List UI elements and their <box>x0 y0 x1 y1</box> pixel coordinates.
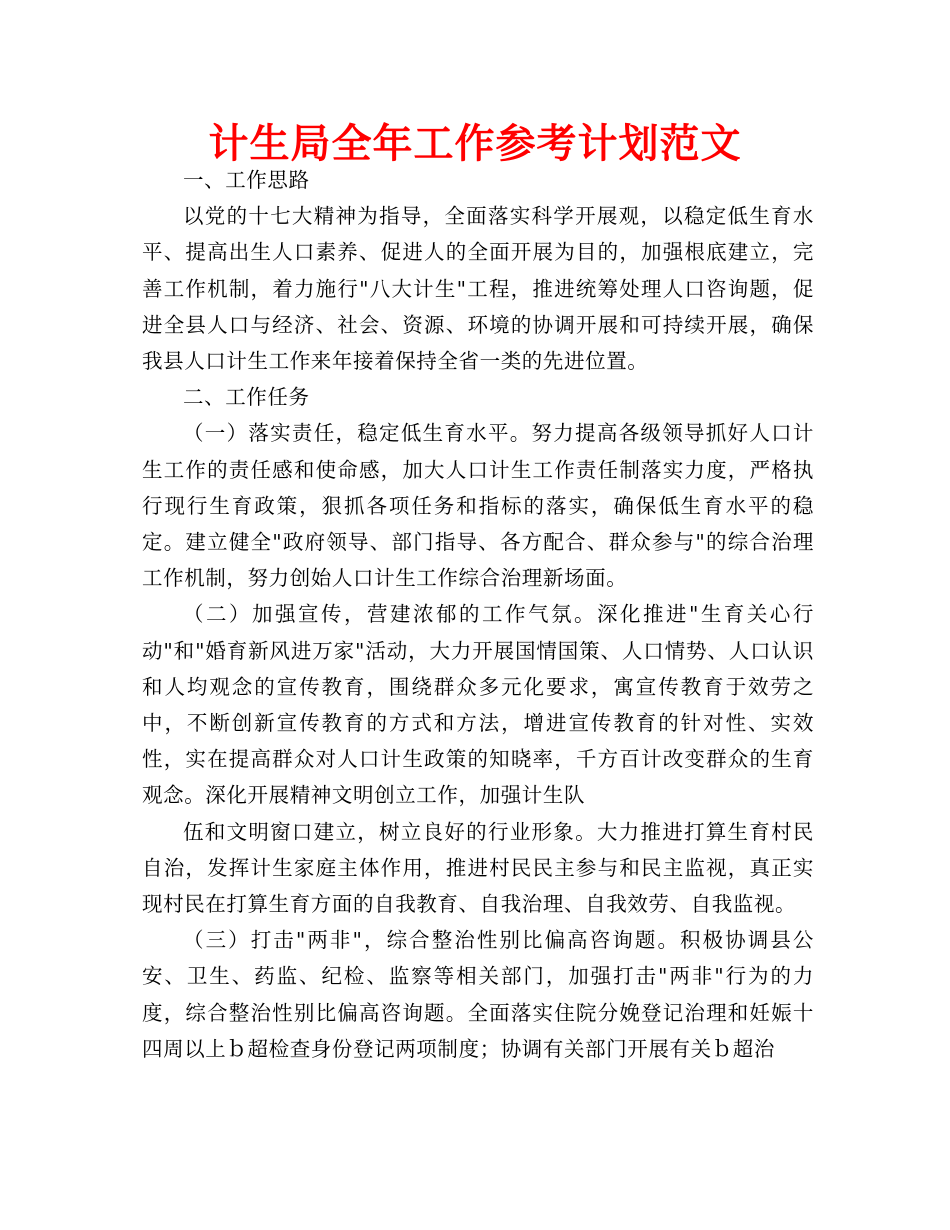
section-heading-approach: 一、工作思路 <box>183 168 310 192</box>
document-title: 计生局全年工作参考计划范文 <box>208 121 742 167</box>
paragraph-task-1: （一）落实责任，稳定低生育水平。努力提高各级领导抓好人口计生工作的责任感和使命感，加大人口计生工作责任制落实力度，严格执行现行生育政策，狠抓各项任务和指标的落实，确保低生育水平的稳定。建立健全"政府领导、部门指导、各方配合、群众参与"的综合治理工作机制，努力创始人口计生工作综合治理新场面。 <box>142 421 814 591</box>
document-body <box>142 162 814 1067</box>
paragraph-task-2: （二）加强宣传，营建浓郁的工作气氛。深化推进"生育关心行动"和"婚育新风进万家"活动，大力开展国情国策、人口情势、人口认识和人均观念的宣传教育，围绕群众多元化要求，寓宣传教育于效劳之中，不断创新宣传教育的方式和方法，增进宣传教育的针对性、实效性，实在提高群众对人口计生政策的知晓率，千方百计改变群众的生育观念。深化开展精神文明创立工作，加强计生队 <box>142 602 814 808</box>
paragraph-task-3: （三）打击"两非"，综合整治性别比偏高咨询题。积极协调县公安、卫生、药监、纪检、监察等相关部门，加强打击"两非"行为的力度，综合整治性别比偏高咨询题。全面落实住院分娩登记治理和妊娠十四周以上ｂ超检查身份登记两项制度；协调有关部门开展有关ｂ超治 <box>142 928 814 1061</box>
section-heading-tasks: 二、工作任务 <box>183 385 310 410</box>
paragraph-task-2-continued: 伍和文明窗口建立，树立良好的行业形象。大力推进打算生育村民自治，发挥计生家庭主体作用，推进村民民主参与和民主监视，真正实现村民在打算生育方面的自我教育、自我治理、自我效劳、自我监视。 <box>142 819 814 917</box>
paragraph-approach: 以党的十七大精神为指导，全面落实科学开展观，以稳定低生育水平、提高出生人口素养、促进人的全面开展为目的，加强根底建立，完善工作机制，着力施行"八大计生"工程，推进统筹处理人口咨询题，促进全县人口与经济、社会、资源、环境的协调开展和可持续开展，确保我县人口计生工作来年接着保持全省一类的先进位置。 <box>142 204 814 374</box>
